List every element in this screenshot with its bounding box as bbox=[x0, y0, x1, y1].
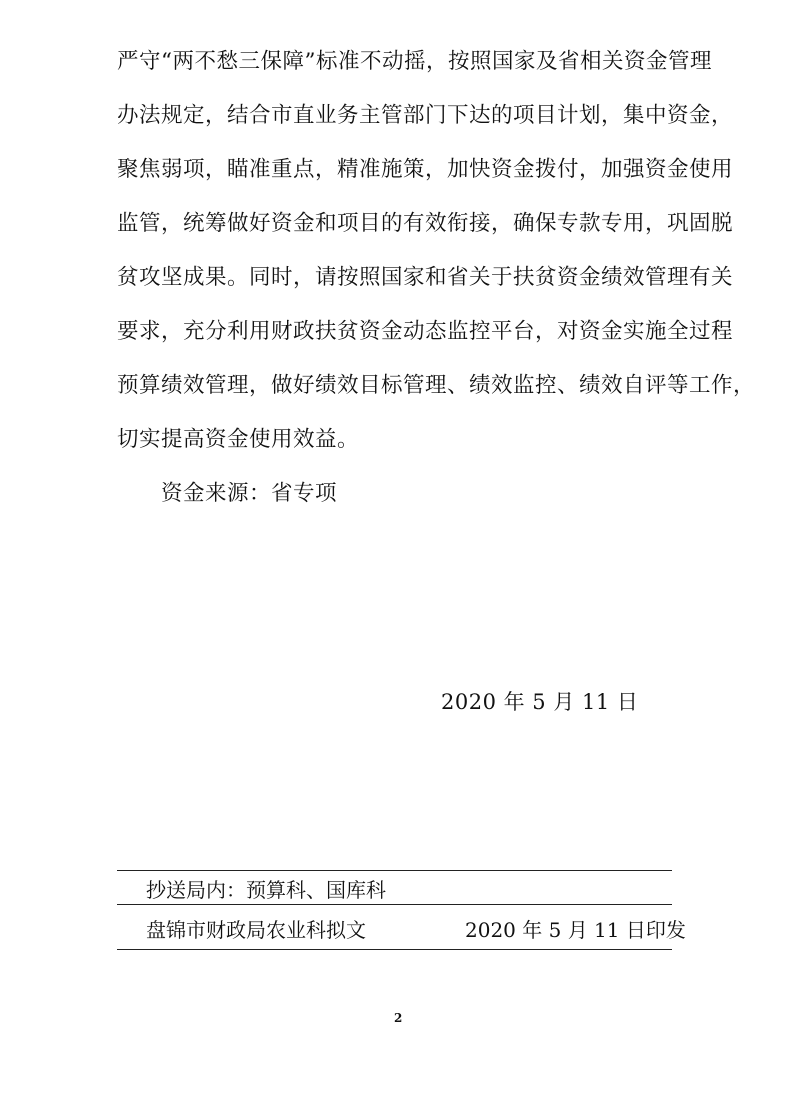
footer-top-rule bbox=[117, 870, 672, 871]
body-line: 贫攻坚成果。同时，请按照国家和省关于扶贫资金绩效管理有关 bbox=[117, 265, 734, 290]
body-line: 办法规定，结合市直业务主管部门下达的项目计划，集中资金， bbox=[117, 103, 734, 128]
body-line: 预算绩效管理，做好绩效目标管理、绩效监控、绩效自评等工作， bbox=[117, 373, 756, 398]
body-line: 严守“两不愁三保障”标准不动摇，按照国家及省相关资金管理 bbox=[117, 49, 712, 74]
body-line: 聚焦弱项，瞄准重点，精准施策，加快资金拨付，加强资金使用 bbox=[117, 157, 734, 182]
document-body bbox=[117, 44, 756, 530]
footer-middle-rule bbox=[117, 904, 672, 905]
page-number: 2 bbox=[394, 1011, 403, 1025]
drafting-office: 盘锦市财政局农业科拟文 bbox=[146, 918, 366, 942]
body-line: 切实提高资金使用效益。 bbox=[117, 427, 360, 452]
footer-bottom-rule bbox=[117, 949, 672, 950]
signature-date: 2020 年 5 月 11 日 bbox=[441, 690, 639, 714]
body-line: 要求，充分利用财政扶贫资金动态监控平台，对资金实施全过程 bbox=[117, 319, 734, 344]
funding-source: 资金来源：省专项 bbox=[161, 481, 338, 506]
body-line: 监管，统筹做好资金和项目的有效衔接，确保专款专用，巩固脱 bbox=[117, 211, 734, 236]
cc-recipients: 抄送局内：预算科、国库科 bbox=[146, 878, 386, 902]
issue-date: 2020 年 5 月 11 日印发 bbox=[465, 918, 686, 942]
